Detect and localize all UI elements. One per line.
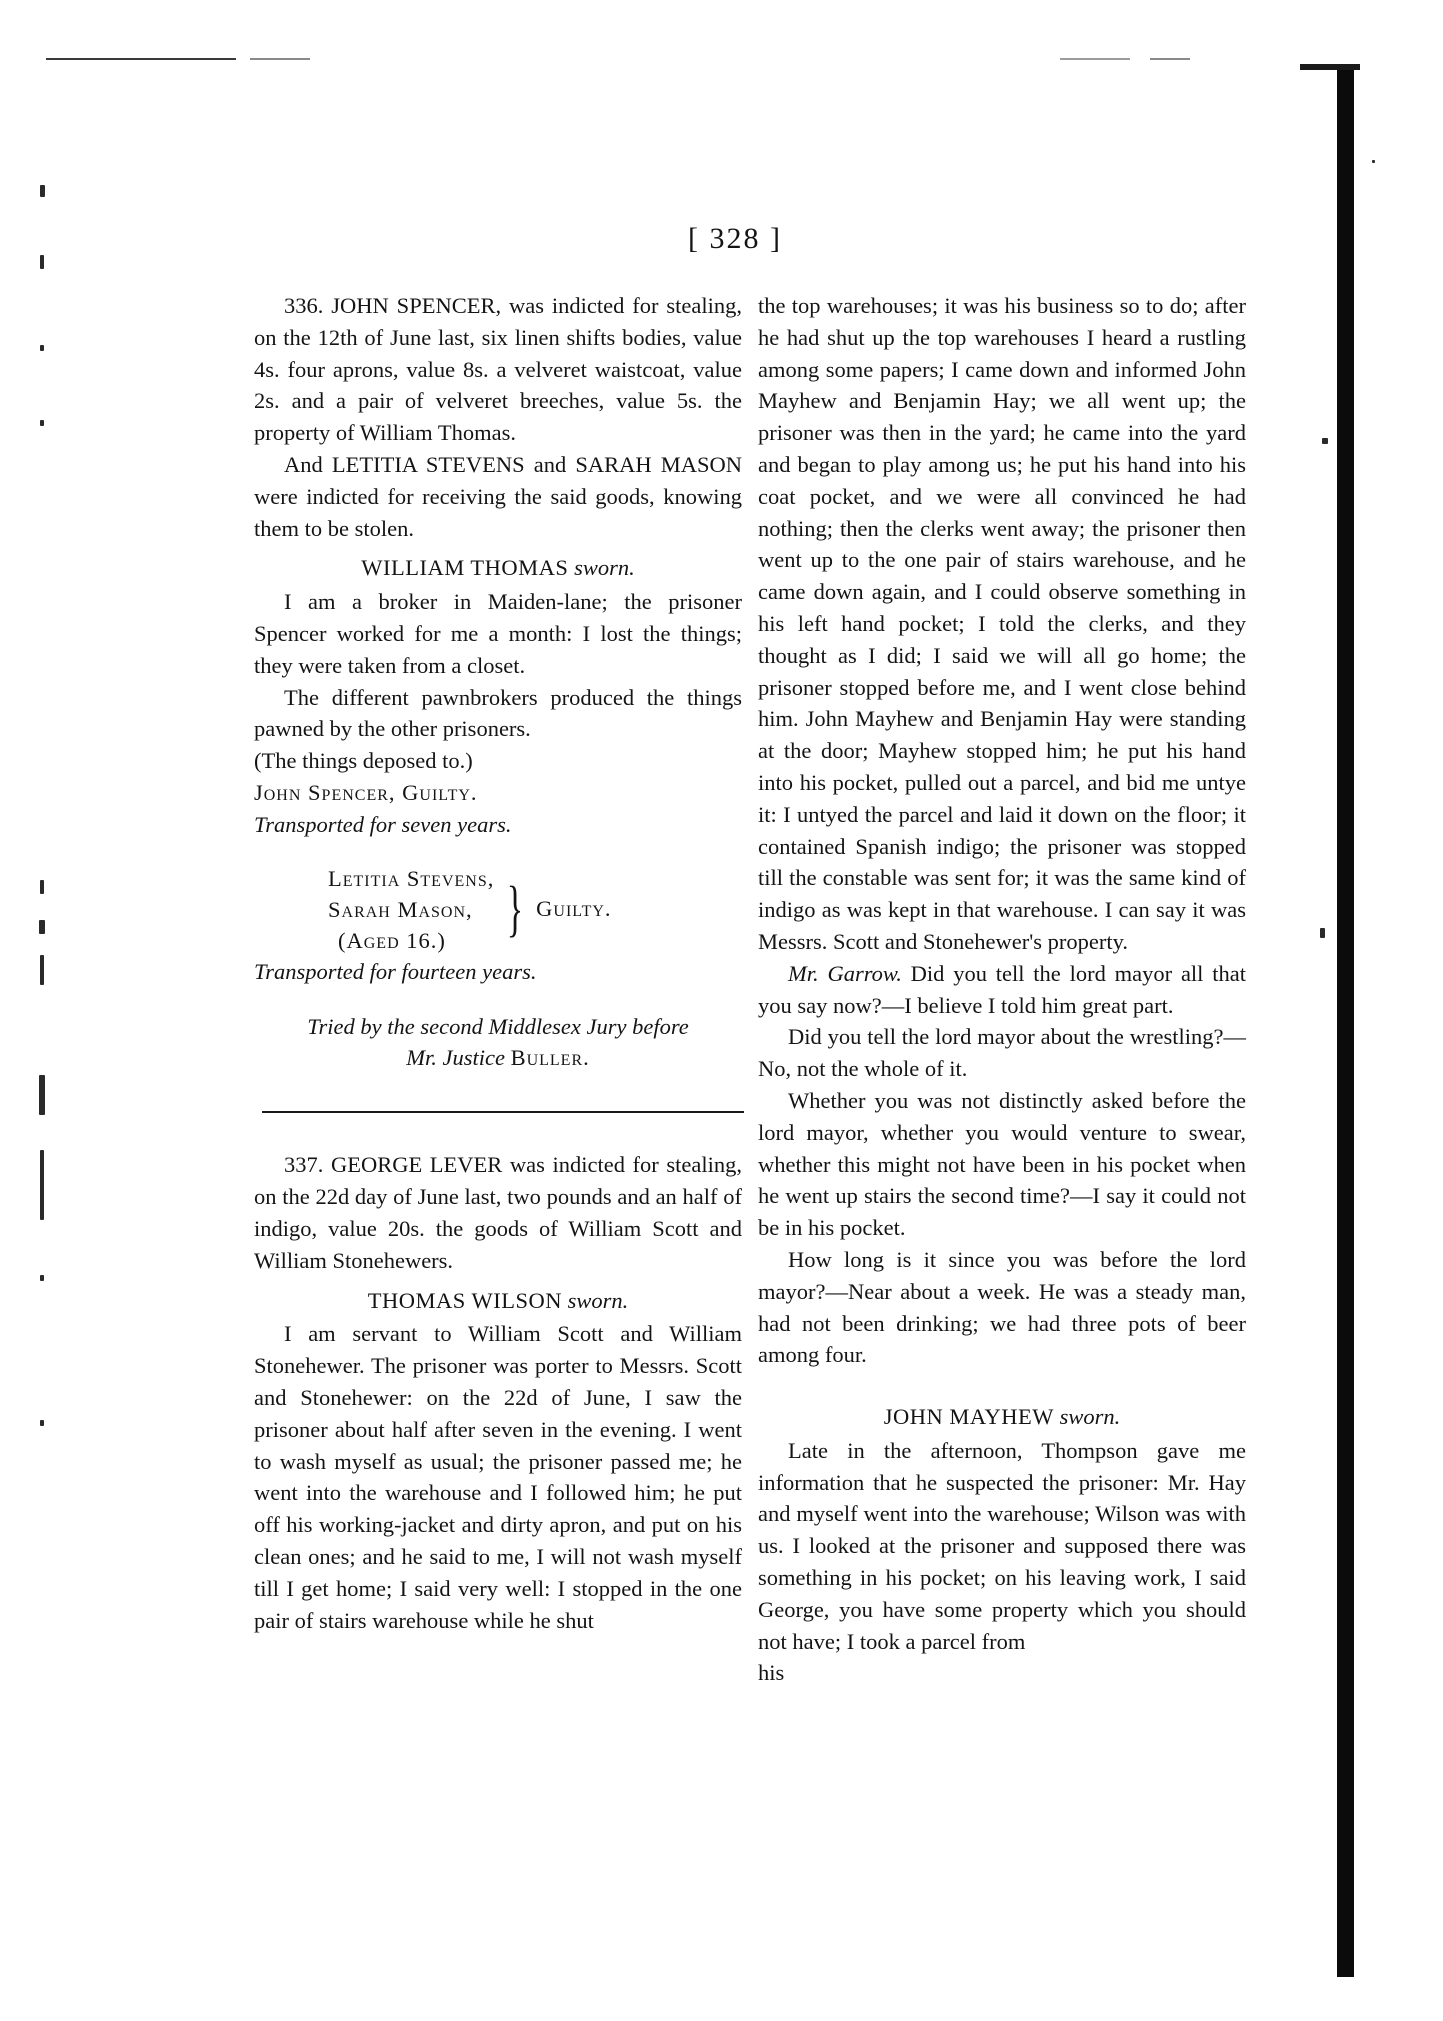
scan-speck bbox=[1372, 160, 1375, 163]
verdict-group-names bbox=[328, 863, 494, 956]
counsel-name: Mr. Garrow. bbox=[788, 960, 902, 986]
witness-name: THOMAS WILSON bbox=[367, 1287, 562, 1313]
scan-noise bbox=[46, 58, 236, 60]
witness-sworn: sworn. bbox=[1059, 1404, 1121, 1430]
scan-speck bbox=[40, 1150, 44, 1220]
cross-question: Did you tell the lord mayor all that you say now?—I believe I told him great part. bbox=[758, 960, 1246, 1018]
scan-speck bbox=[40, 1275, 44, 1281]
section-divider bbox=[262, 1111, 744, 1113]
cross-question: Did you tell the lord mayor about the wrestling?—No, not the whole of it. bbox=[758, 1024, 1246, 1082]
judge-title: Mr. Justice bbox=[406, 1045, 505, 1071]
scan-speck bbox=[40, 185, 45, 197]
left-column bbox=[254, 290, 742, 1636]
scan-edge-bar bbox=[1337, 65, 1354, 1977]
catchword: his bbox=[758, 1660, 785, 1686]
scan-speck bbox=[39, 1075, 45, 1115]
tried-by-judge bbox=[254, 1042, 742, 1073]
cross-question: Whether you was not distinctly asked before the lord mayor, whether you would venture to swear, whether this might not have been in his pocket when he went up stairs the second time?—I say it could not be in his pocket. bbox=[758, 1087, 1246, 1241]
witness-sworn: sworn. bbox=[567, 1287, 629, 1313]
scan-speck bbox=[40, 880, 44, 894]
scan-speck bbox=[40, 1420, 44, 1426]
page-number: [ 328 ] bbox=[688, 222, 782, 255]
case-337-indictment: 337. GEORGE LEVER was indicted for stealing, on the 22d day of June last, two pounds and an half of indigo, value 20s. the goods of William Scott and William Stonehewers. bbox=[254, 1152, 742, 1273]
scan-noise bbox=[1150, 58, 1190, 60]
scan-speck bbox=[1320, 928, 1325, 938]
witness-heading bbox=[254, 552, 742, 584]
scan-edge-cap bbox=[1300, 64, 1360, 70]
testimony-paragraph: I am servant to William Scott and William Stonehewer. The prisoner was porter to Messrs. Scott and Stonehewer: on the 22d of June, I saw the prisoner about half after seven in the evening. I went to wash myself as usual; the prisoner passed me; he went into the warehouse and I followed him; he put off his working-jacket and dirty apron, and put on his clean ones; and he said to me, I will not wash myself till I get home; I said very well: I stopped in the one pair of stairs warehouse while he shut bbox=[254, 1321, 742, 1633]
testimony-paragraph: Late in the afternoon, Thompson gave me information that he suspected the prisoner: Mr. Hay and myself went into the warehouse; Wilson was with us. I looked at the prisoner and supposed there was something in his pocket; on his leaving work, I said George, you have some property which you should not have; I took a parcel from bbox=[758, 1437, 1246, 1654]
scan-speck bbox=[40, 345, 44, 351]
case-336-co-indictment: And LETITIA STEVENS and SARAH MASON were indicted for receiving the said goods, knowing them to be stolen. bbox=[254, 451, 742, 541]
tried-by-text: Tried by the second Middlesex Jury before bbox=[307, 1014, 689, 1040]
defendant-name: Letitia Stevens, bbox=[328, 865, 495, 891]
scan-speck bbox=[40, 955, 44, 985]
defendant-name: Sarah Mason, bbox=[328, 896, 473, 922]
verdict-group bbox=[328, 863, 742, 956]
tried-by-line bbox=[254, 1011, 742, 1073]
testimony-paragraph: I am a broker in Maiden-lane; the prisoner Spencer worked for me a month: I lost the things; they were taken from a closet. bbox=[254, 589, 742, 678]
sentence-line: Transported for fourteen years. bbox=[254, 958, 537, 984]
scan-speck bbox=[39, 920, 45, 934]
witness-sworn: sworn. bbox=[574, 555, 635, 581]
scan-speck bbox=[40, 420, 44, 426]
verdict-word: Guilty. bbox=[536, 896, 612, 922]
testimony-paragraph: The different pawnbrokers produced the things pawned by the other prisoners. bbox=[254, 684, 742, 742]
case-336-indictment: 336. JOHN SPENCER, was indicted for stealing, on the 12th of June last, six linen shifts bodies, value 4s. four aprons, value 8s. a velveret waistcoat, value 2s. and a pair of velveret breeches, value 5s. the property of William Thomas. bbox=[254, 293, 742, 446]
witness-heading bbox=[758, 1401, 1246, 1433]
witness-heading bbox=[254, 1285, 742, 1317]
scan-noise bbox=[250, 58, 310, 60]
verdict-line: John Spencer, Guilty. bbox=[254, 779, 478, 805]
testimony-continuation: the top warehouses; it was his business so to do; after he had shut up the top warehouses I heard a rustling among some papers; I came down and informed John Mayhew and Benjamin Hay; we all went up; the prisoner was then in the yard; he came into the yard and began to play among us; he put his hand into his coat pocket, and we were all convinced he had nothing; then the clerks went away; the prisoner then went up to the one pair of stairs warehouse, and he came down again, and I could observe something in his left hand pocket; I told the clerks, and they thought as I did; I said we will all go home; the prisoner stopped before me, and I went close behind him. John Mayhew and Benjamin Hay were standing at the door; Mayhew stopped him; he put his hand into his pocket, pulled out a parcel, and bid me untye it: I untyed the parcel and laid it down on the floor; it contained Spanish indigo; the prisoner was stopped till the constable was sent for; it was the same kind of indigo as was kept in that warehouse. I can say it was Messrs. Scott and Stonehewer's property. bbox=[758, 293, 1246, 954]
brace-glyph: } bbox=[507, 875, 524, 944]
right-column bbox=[758, 290, 1246, 1689]
scan-noise bbox=[1060, 58, 1130, 60]
court-note: (The things deposed to.) bbox=[254, 748, 473, 774]
sentence-line: Transported for seven years. bbox=[254, 811, 512, 837]
scan-speck bbox=[40, 255, 44, 269]
witness-name: JOHN MAYHEW bbox=[883, 1404, 1054, 1430]
cross-question: How long is it since you was before the lord mayor?—Near about a week. He was a steady man, had not been drinking; we had three pots of beer among four. bbox=[758, 1246, 1246, 1368]
defendant-age: (Aged 16.) bbox=[338, 927, 446, 953]
judge-name: Buller. bbox=[510, 1045, 590, 1071]
cross-examination bbox=[758, 958, 1246, 1022]
scan-speck bbox=[1322, 438, 1328, 444]
witness-name: WILLIAM THOMAS bbox=[361, 555, 569, 581]
